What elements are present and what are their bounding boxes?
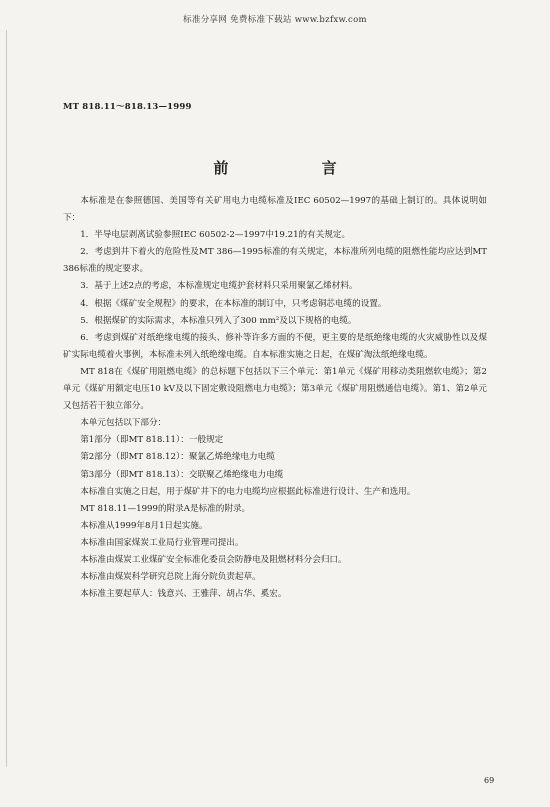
paragraph: 1．半导电层剥离试验参照IEC 60502-2—1997中19.21的有关规定。 xyxy=(80,230,351,241)
paragraph: 3．基于上述2点的考虑，本标准规定电缆护套材料只采用聚氯乙烯材料。 xyxy=(80,281,358,292)
page-edge xyxy=(6,30,7,767)
paragraph: 2．考虑到井下着火的危险性及MT 386—1995标准的有关规定，本标准所列电缆的阻燃性能均应达到MT 386标准的规定要求。 xyxy=(63,247,487,275)
paragraph: MT 818在《煤矿用阻燃电缆》的总标题下包括以下三个单元：第1单元《煤矿用移动类阻燃软电缆》；第2单元《煤矿用额定电压10 kV及以下固定敷设阻燃电力电缆》；第3单元《煤矿用阻燃通信电缆》。第1、第2单元又包括若干独立部分。 xyxy=(63,366,487,412)
page-number: 69 xyxy=(484,776,495,785)
paragraph: 本标准从1999年8月1日起实施。 xyxy=(80,520,208,531)
paragraph: MT 818.11—1999的附录A是标准的附录。 xyxy=(80,503,251,514)
paragraph: 本标准自实施之日起，用于煤矿井下的电力电缆均应根据此标准进行设计、生产和选用。 xyxy=(80,486,416,497)
paragraph: 本标准由煤炭工业煤矿安全标准化委员会防静电及阻燃材料分会归口。 xyxy=(80,554,347,565)
paragraph: 本标准是在参照德国、美国等有关矿用电力电缆标准及IEC 60502—1997的基础上制订的。具体说明如下： xyxy=(63,196,487,224)
site-header: 标准分享网 免费标准下载站 www.bzfxw.com xyxy=(183,15,367,25)
paragraph: 本标准主要起草人：钱意兴、王雅萍、胡占华、奚宏。 xyxy=(80,589,287,600)
paragraph: 本标准由国家煤炭工业局行业管理司提出。 xyxy=(80,537,244,548)
preface-title: 前 言 xyxy=(213,159,381,177)
paragraph: 4．根据《煤矿安全规程》的要求，在本标准的制订中，只考虑铜芯电缆的设置。 xyxy=(80,298,387,309)
paragraph: 5．根据煤矿的实际需求，本标准只列入了300 mm²及以下规格的电缆。 xyxy=(80,315,357,326)
paragraph: 6．考虑到煤矿对纸绝缘电缆的接头、修补等许多方面的不便，更主要的是纸绝缘电缆的火灾威胁性以及煤矿实际电缆着火事例，本标准未列入纸绝缘电缆。自本标准实施之日起，在煤矿淘汰纸绝缘电缆。 xyxy=(63,332,487,360)
paragraph: 第1部分（即MT 818.11）：一般规定 xyxy=(80,435,224,446)
preface-body xyxy=(63,193,487,603)
standard-number: MT 818.11～818.13—1999 xyxy=(63,102,192,112)
paragraph: 本标准由煤炭科学研究总院上海分院负责起草。 xyxy=(80,572,261,583)
paragraph: 第2部分（即MT 818.12）：聚氯乙烯绝缘电力电缆 xyxy=(80,452,275,463)
paragraph: 第3部分（即MT 818.13）：交联聚乙烯绝缘电力电缆 xyxy=(80,469,284,480)
paragraph: 本单元包括以下部分： xyxy=(80,418,167,429)
